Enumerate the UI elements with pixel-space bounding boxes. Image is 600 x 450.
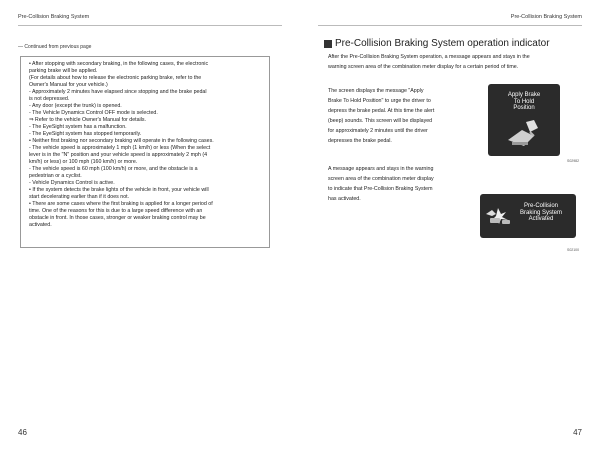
box-line: - The EyeSight system has stopped temporarily. — [29, 131, 142, 137]
box-line: • If the system detects the brake lights of the vehicle in front, your vehicle will — [29, 187, 209, 193]
para1-line: depress the brake pedal. At this time the alert — [328, 108, 435, 114]
display1-text-1: Apply Brake — [507, 92, 541, 98]
box-line: activated. — [29, 222, 52, 228]
box-line: is not depressed. — [29, 96, 70, 102]
para2-line: to indicate that Pre-Collision Braking System — [328, 186, 433, 192]
box-line: - The Vehicle Dynamics Control OFF mode is selected. — [29, 110, 158, 116]
right-header-rule — [318, 25, 582, 26]
box-line: • There are some cases where the first braking is applied for a longer period of — [29, 201, 213, 207]
box-line: lever is in the "N" position and your vehicle speed is approximately 2 mph (4 — [29, 152, 208, 158]
box-line: - Any door (except the trunk) is opened. — [29, 103, 122, 109]
box-line: • After stopping with secondary braking, in the following cases, the electronic — [29, 61, 209, 67]
left-running-header: Pre-Collision Braking System — [18, 14, 90, 20]
continued-note: — Continued from previous page — [18, 44, 92, 50]
display2-text-1: Pre-Collision — [523, 203, 558, 209]
box-line: - Vehicle Dynamics Control is active. — [29, 180, 115, 186]
box-line: (For details about how to release the electronic parking brake, refer to the — [29, 75, 202, 81]
para1-line: Brake To Hold Position" to urge the driver to — [328, 98, 431, 104]
box-line: obstacle in front. In those cases, stronger or weaker braking control may be — [29, 215, 206, 221]
box-line: - Approximately 2 minutes have elapsed since stopping and the brake pedal — [29, 89, 207, 95]
figure-code-2: S02100 — [567, 248, 580, 252]
box-line: ⇒ Refer to the vehicle Owner's Manual for details. — [29, 117, 147, 123]
figure-code-1: S02982 — [567, 159, 580, 163]
right-running-header: Pre-Collision Braking System — [510, 14, 582, 20]
right-page-number: 47 — [573, 428, 582, 437]
intro-line: After the Pre-Collision Braking System operation, a message appears and stays in the — [328, 54, 530, 60]
display2-text-3: Activated — [528, 216, 554, 222]
section-marker-icon — [324, 40, 332, 48]
box-line: - The vehicle speed is 60 mph (100 km/h) or more, and the obstacle is a — [29, 166, 198, 172]
display1-text-3: Position — [513, 105, 535, 111]
brake-pedal-icon — [504, 118, 544, 150]
box-line: start decelerating earlier than if it does not. — [29, 194, 130, 200]
left-header-rule — [18, 25, 282, 26]
box-line: Owner's Manual for your vehicle.) — [29, 82, 108, 88]
apply-brake-display — [488, 84, 560, 156]
para2-line: has activated. — [328, 196, 361, 202]
box-line: pedestrian or a cyclist. — [29, 173, 82, 179]
display1-text-2: To Hold — [513, 98, 535, 105]
box-line: - The vehicle speed is approximately 1 mph (1 km/h) or less (When the select — [29, 145, 211, 151]
notes-box — [20, 56, 270, 248]
intro-line: warning screen area of the combination meter display for a certain period of time. — [328, 64, 519, 70]
box-line: • Neither first braking nor secondary braking will operate in the following cases. — [29, 138, 214, 144]
para1-line: (beep) sounds. This screen will be displayed — [328, 118, 433, 124]
box-line: - The EyeSight system has a malfunction. — [29, 124, 127, 130]
box-line: km/h) or less) or 100 mph (160 km/h) or more. — [29, 159, 138, 165]
left-page-number: 46 — [18, 428, 27, 437]
para1-line: depresses the brake pedal. — [328, 138, 392, 144]
box-line: time. One of the reasons for this is due to a large speed difference with an — [29, 208, 203, 214]
pre-collision-activated-display — [480, 194, 576, 238]
para1-line: for approximately 2 minutes until the driver — [328, 128, 428, 134]
box-line: parking brake will be applied. — [29, 68, 98, 74]
para1-line: The screen displays the message "Apply — [328, 88, 424, 94]
section-title: Pre-Collision Braking System operation indicator — [335, 38, 550, 49]
display2-text-2: Braking System — [519, 209, 562, 216]
para2-line: A message appears and stays in the warning — [328, 166, 434, 172]
para2-line: screen area of the combination meter display — [328, 176, 434, 182]
